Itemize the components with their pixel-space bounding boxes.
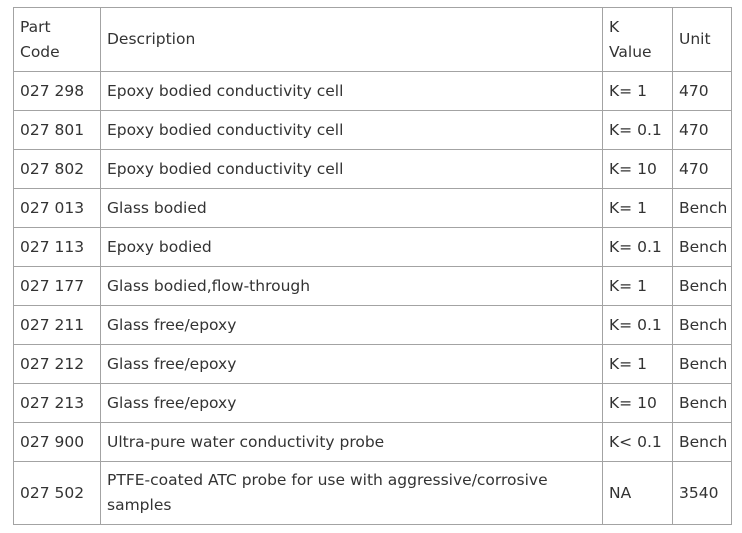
header-k-value: K Value — [603, 8, 673, 72]
table-row — [14, 150, 732, 189]
cell-unit: Bench — [673, 228, 732, 267]
cell-k-value: K= 1 — [603, 189, 673, 228]
table-row — [14, 345, 732, 384]
header-unit: Unit — [673, 8, 732, 72]
cell-unit: 470 — [673, 111, 732, 150]
cell-part-code: 027 801 — [14, 111, 101, 150]
cell-unit: Bench — [673, 306, 732, 345]
cell-k-value: K= 1 — [603, 345, 673, 384]
cell-k-value: K= 0.1 — [603, 228, 673, 267]
cell-description: Glass free/epoxy — [101, 384, 603, 423]
cell-unit: Bench — [673, 384, 732, 423]
table-row — [14, 228, 732, 267]
header-row — [14, 8, 732, 72]
cell-unit: Bench — [673, 189, 732, 228]
cell-description: Epoxy bodied — [101, 228, 603, 267]
cell-part-code: 027 502 — [14, 462, 101, 525]
cell-description: PTFE-coated ATC probe for use with aggressive/corrosive samples — [101, 462, 603, 525]
cell-unit: Bench — [673, 345, 732, 384]
cell-k-value: K= 10 — [603, 384, 673, 423]
table-row — [14, 306, 732, 345]
table-row — [14, 72, 732, 111]
cell-k-value: K< 0.1 — [603, 423, 673, 462]
cell-part-code: 027 212 — [14, 345, 101, 384]
cell-part-code: 027 013 — [14, 189, 101, 228]
cell-part-code: 027 113 — [14, 228, 101, 267]
cell-k-value: K= 10 — [603, 150, 673, 189]
table-row — [14, 111, 732, 150]
cell-description: Glass bodied,flow-through — [101, 267, 603, 306]
cell-description: Glass bodied — [101, 189, 603, 228]
cell-unit: Bench — [673, 423, 732, 462]
table-row — [14, 462, 732, 525]
cell-description: Ultra-pure water conductivity probe — [101, 423, 603, 462]
cell-part-code: 027 177 — [14, 267, 101, 306]
cell-part-code: 027 900 — [14, 423, 101, 462]
cell-k-value: K= 0.1 — [603, 111, 673, 150]
cell-description: Epoxy bodied conductivity cell — [101, 150, 603, 189]
table-row — [14, 267, 732, 306]
cell-k-value: NA — [603, 462, 673, 525]
header-part-code: Part Code — [14, 8, 101, 72]
cell-description: Epoxy bodied conductivity cell — [101, 111, 603, 150]
table-row — [14, 423, 732, 462]
cell-part-code: 027 211 — [14, 306, 101, 345]
table-row — [14, 189, 732, 228]
header-description: Description — [101, 8, 603, 72]
cell-description: Glass free/epoxy — [101, 345, 603, 384]
cell-unit: 470 — [673, 150, 732, 189]
cell-description: Epoxy bodied conductivity cell — [101, 72, 603, 111]
table-row — [14, 384, 732, 423]
cell-description: Glass free/epoxy — [101, 306, 603, 345]
cell-k-value: K= 1 — [603, 72, 673, 111]
product-table — [13, 7, 732, 525]
cell-part-code: 027 213 — [14, 384, 101, 423]
cell-unit: 3540 — [673, 462, 732, 525]
cell-k-value: K= 1 — [603, 267, 673, 306]
cell-unit: 470 — [673, 72, 732, 111]
cell-unit: Bench — [673, 267, 732, 306]
cell-k-value: K= 0.1 — [603, 306, 673, 345]
cell-part-code: 027 298 — [14, 72, 101, 111]
cell-part-code: 027 802 — [14, 150, 101, 189]
